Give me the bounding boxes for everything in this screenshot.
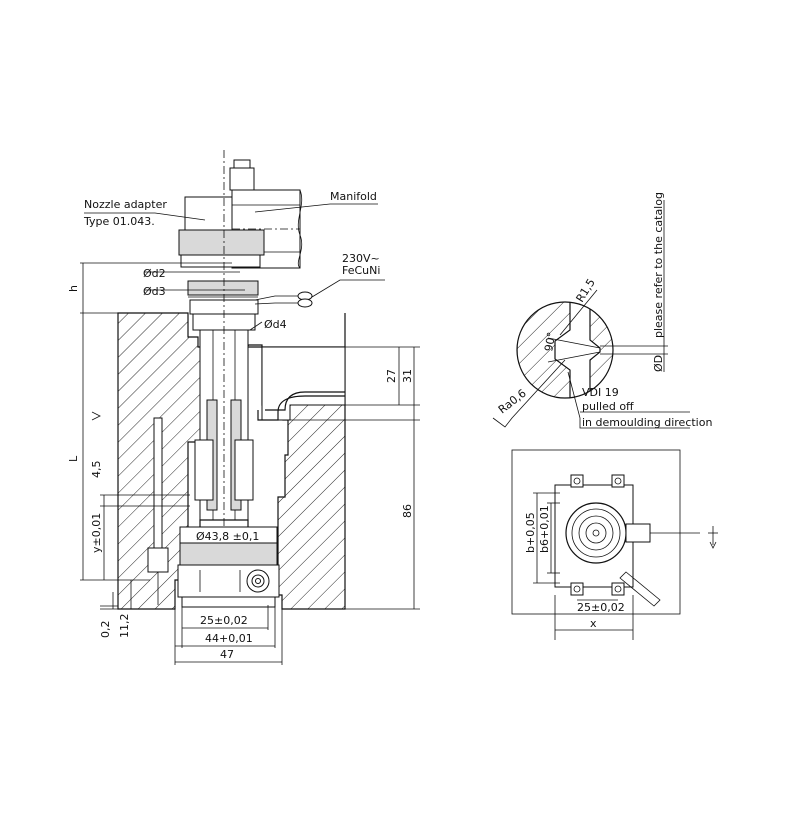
main-section-view — [67, 150, 420, 665]
dim-86: 86 — [401, 504, 414, 518]
top-view — [512, 450, 718, 640]
dim-b6: b6+0,01 — [538, 505, 551, 553]
label-manifold: Manifold — [330, 190, 377, 203]
label-thermocouple: FeCuNi — [342, 264, 381, 277]
label-angle: 90° — [542, 331, 559, 353]
label-voltage: 230V~ — [342, 252, 380, 265]
dim-h: h — [67, 285, 80, 292]
dim-x: x — [590, 617, 597, 630]
dim-phi438: Ø43,8 ±0,1 — [196, 530, 260, 543]
label-vdi: VDI 19 — [582, 386, 619, 399]
dim-L: L — [67, 455, 80, 462]
dim-w25b: 25±0,02 — [577, 601, 625, 614]
label-pulled-off: pulled off — [582, 400, 634, 413]
label-demoulding: in demoulding direction — [582, 416, 713, 429]
dim-b005: b+0,05 — [524, 512, 537, 553]
dim-112: 11,2 — [118, 613, 131, 638]
dim-w25: 25±0,02 — [200, 614, 248, 627]
dim-02: 0,2 — [99, 620, 112, 638]
dim-27: 27 — [385, 369, 398, 383]
dim-w47: 47 — [220, 648, 234, 661]
label-d3: Ød3 — [143, 285, 166, 298]
label-catalog-note: please refer to the catalog — [652, 192, 665, 338]
nozzle-flange — [188, 281, 258, 330]
dim-y: y±0,01 — [90, 512, 103, 553]
connector — [247, 570, 269, 592]
label-od: ØD — [652, 354, 665, 372]
label-type: Type 01.043. — [84, 215, 155, 228]
label-d2: Ød2 — [143, 267, 166, 280]
label-ra: Ra0,6 — [495, 386, 529, 417]
label-nozzle-adapter: Nozzle adapter — [84, 198, 167, 211]
dim-31: 31 — [401, 369, 414, 383]
dim-45: 4,5 — [90, 460, 103, 478]
label-d4: Ød4 — [264, 318, 287, 331]
detail-view-tip — [493, 192, 712, 429]
dim-w44: 44+0,01 — [205, 632, 253, 645]
label-r15: R1,5 — [573, 276, 598, 305]
